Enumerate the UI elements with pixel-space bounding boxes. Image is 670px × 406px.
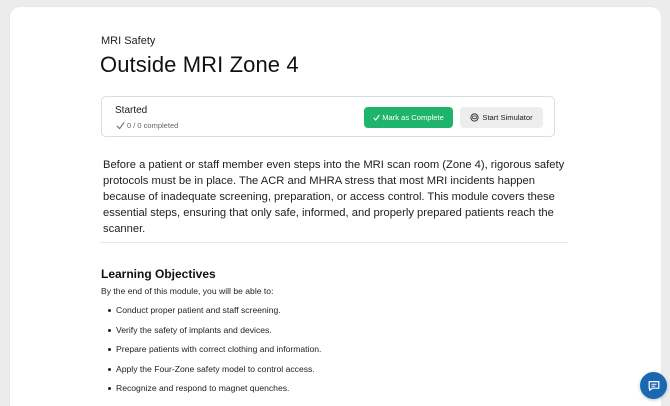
chat-button[interactable]	[640, 372, 667, 399]
objective-text: Conduct proper patient and staff screening.	[116, 305, 281, 315]
list-item	[108, 342, 321, 362]
page-title: Outside MRI Zone 4	[100, 52, 299, 77]
check-icon	[373, 114, 380, 121]
objective-text: Apply the Four-Zone safety model to control access.	[116, 363, 315, 374]
objectives-heading: Learning Objectives	[101, 267, 216, 281]
objective-text: Verify the safety of implants and devices.	[116, 324, 272, 335]
objectives-subheading: By the end of this module, you will be able to:	[101, 286, 274, 296]
progress-text: 0 / 0 completed	[127, 121, 179, 130]
mark-complete-button[interactable]	[364, 107, 453, 128]
objective-text: Prepare patients with correct clothing and information.	[116, 344, 322, 354]
divider	[100, 242, 568, 243]
bullet-icon	[108, 348, 111, 351]
bullet-icon	[108, 309, 111, 312]
bullet-icon	[108, 368, 111, 371]
objective-text: Recognize and respond to magnet quenches.	[116, 383, 290, 393]
simulator-icon	[470, 113, 479, 122]
progress-indicator	[116, 121, 178, 130]
intro-paragraph: Before a patient or staff member even steps into the MRI scan room (Zone 4), rigorous safety protocols must be in place. The ACR and MHRA stress that most MRI incidents happen because of inadequate screening, preparation, or access control. This module covers these essential steps, ensuring that only safe, informed, and properly prepared patients reach the scanner.	[103, 159, 565, 235]
mark-complete-label: Mark as Complete	[382, 113, 444, 122]
bullet-icon	[108, 387, 111, 390]
list-item	[108, 362, 321, 382]
start-simulator-label: Start Simulator	[482, 113, 533, 122]
breadcrumb[interactable]: MRI Safety	[101, 35, 156, 47]
bullet-icon	[108, 329, 111, 332]
list-item	[108, 323, 321, 343]
check-icon	[116, 121, 125, 130]
start-simulator-button[interactable]	[460, 107, 543, 128]
chat-icon	[647, 379, 661, 393]
status-panel	[101, 96, 555, 137]
list-item	[108, 381, 321, 401]
status-label: Started	[115, 105, 148, 116]
list-item	[108, 303, 321, 323]
objectives-list	[108, 303, 321, 401]
